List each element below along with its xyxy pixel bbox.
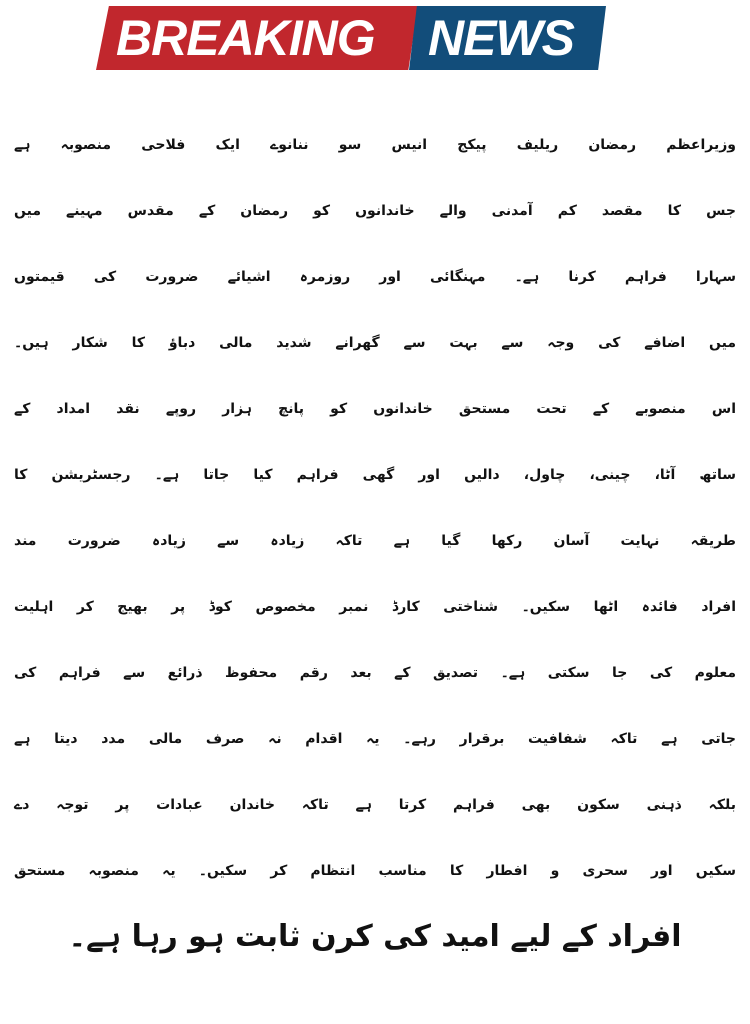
article-line-text: بلکہ ذہنی سکون بھی فراہم کرتا ہے تاکہ خاندان عبادات پر توجہ دے	[14, 797, 736, 813]
article-line	[14, 178, 736, 244]
article-line-text: اس منصوبے کے تحت مستحق خاندانوں کو پانچ ہزار روپے نقد امداد کے	[14, 401, 736, 417]
banner-word-news: NEWS	[428, 10, 574, 66]
banner-word-breaking: BREAKING	[116, 10, 375, 66]
article-line-text: جس کا مقصد کم آمدنی والے خاندانوں کو رمضان کے مقدس مہینے میں	[14, 203, 736, 219]
article-line-text: جاتی ہے تاکہ شفافیت برقرار رہے۔ یہ اقدام نہ صرف مالی مدد دیتا ہے	[14, 731, 736, 747]
article-line	[14, 574, 736, 640]
breaking-news-banner	[96, 6, 606, 70]
article-line	[14, 838, 736, 904]
article-line	[14, 706, 736, 772]
article-line-text: سکیں اور سحری و افطار کا مناسب انتظام کر سکیں۔ یہ منصوبہ مستحق	[14, 863, 736, 879]
article-line	[14, 772, 736, 838]
article-line-text: وزیراعظم رمضان ریلیف پیکج انیس سو ننانوے ایک فلاحی منصوبہ ہے	[14, 137, 736, 153]
article-line	[14, 376, 736, 442]
article-line	[14, 310, 736, 376]
article-line-text: ساتھ آٹا، چینی، چاول، دالیں اور گھی فراہم کیا جاتا ہے۔ رجسٹریشن کا	[14, 467, 736, 483]
article-line	[14, 508, 736, 574]
article-line	[14, 112, 736, 178]
article-line-text: میں اضافے کی وجہ سے بہت سے گھرانے شدید مالی دباؤ کا شکار ہیں۔	[14, 335, 736, 351]
article-line-text: سہارا فراہم کرنا ہے۔ مہنگائی اور روزمرہ اشیائے ضرورت کی قیمتوں	[14, 269, 736, 285]
article-line-text: طریقہ نہایت آسان رکھا گیا ہے تاکہ زیادہ سے زیادہ ضرورت مند	[14, 533, 736, 549]
article-line-text: معلوم کی جا سکتی ہے۔ تصدیق کے بعد رقم محفوظ ذرائع سے فراہم کی	[14, 665, 736, 681]
article-line	[14, 442, 736, 508]
article-line-text: افراد کے لیے امید کی کرن ثابت ہو رہا ہے۔	[68, 919, 682, 954]
article-line	[14, 640, 736, 706]
article-line-text: افراد فائدہ اٹھا سکیں۔ شناختی کارڈ نمبر مخصوص کوڈ پر بھیج کر اہلیت	[14, 599, 736, 615]
article-body	[14, 112, 736, 970]
article-line	[14, 244, 736, 310]
article-line	[14, 904, 736, 970]
